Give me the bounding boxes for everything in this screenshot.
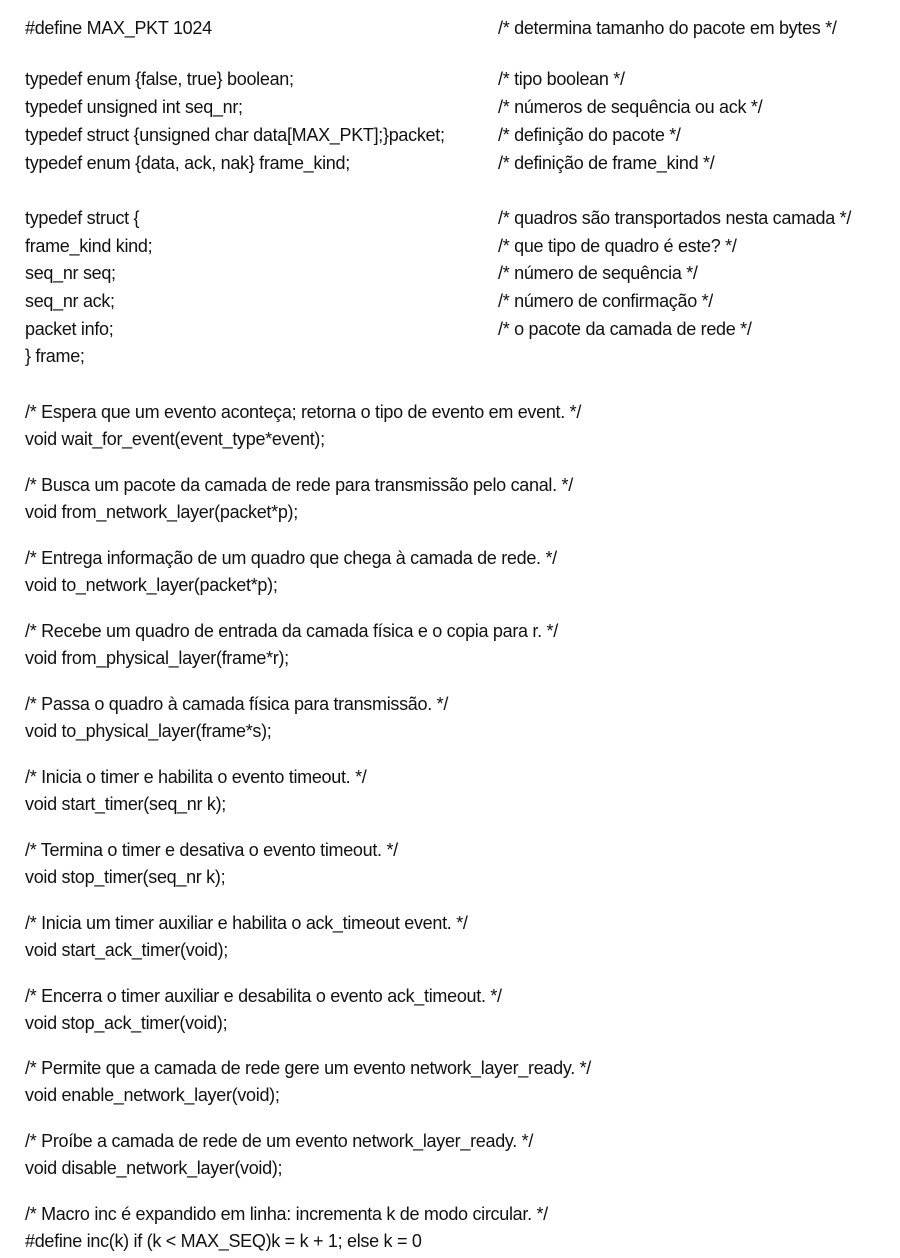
field-ack-comment: /* número de confirmação */ xyxy=(498,291,714,311)
function-comment: /* Busca um pacote da camada de rede para transmissão pelo canal. */ xyxy=(25,475,573,495)
typedef-boolean-comment: /* tipo boolean */ xyxy=(498,69,625,89)
function-comment: /* Inicia o timer e habilita o evento timeout. */ xyxy=(25,767,367,787)
define-max-pkt: #define MAX_PKT 1024 xyxy=(25,18,212,38)
function-prototype: void from_network_layer(packet*p); xyxy=(25,502,298,522)
function-comment: /* Espera que um evento aconteça; retorna o tipo de evento em event. */ xyxy=(25,402,582,422)
field-kind: frame_kind kind; xyxy=(25,236,153,256)
function-prototype: void from_physical_layer(frame*r); xyxy=(25,648,289,668)
function-comment: /* Encerra o timer auxiliar e desabilita o evento ack_timeout. */ xyxy=(25,986,502,1006)
define-max-pkt-comment: /* determina tamanho do pacote em bytes */ xyxy=(498,18,837,38)
field-seq-comment: /* número de sequência */ xyxy=(498,263,698,283)
function-prototype: void disable_network_layer(void); xyxy=(25,1158,283,1178)
function-prototype: void to_physical_layer(frame*s); xyxy=(25,721,272,741)
typedef-packet-comment: /* definição do pacote */ xyxy=(498,125,681,145)
function-prototype: void stop_timer(seq_nr k); xyxy=(25,867,226,887)
function-comment: /* Inicia um timer auxiliar e habilita o ack_timeout event. */ xyxy=(25,913,468,933)
field-kind-comment: /* que tipo de quadro é este? */ xyxy=(498,236,737,256)
macro-inc-define: #define inc(k) if (k < MAX_SEQ)k = k + 1; else k = 0 xyxy=(25,1231,422,1251)
function-prototype: void wait_for_event(event_type*event); xyxy=(25,429,325,449)
function-comment: /* Recebe um quadro de entrada da camada física e o copia para r. */ xyxy=(25,621,558,641)
macro-comment: /* Macro inc é expandido em linha: incrementa k de modo circular. */ xyxy=(25,1204,548,1224)
field-seq: seq_nr seq; xyxy=(25,263,116,283)
field-info-comment: /* o pacote da camada de rede */ xyxy=(498,319,752,339)
function-comment: /* Passa o quadro à camada física para transmissão. */ xyxy=(25,694,449,714)
field-ack: seq_nr ack; xyxy=(25,291,115,311)
struct-close: } frame; xyxy=(25,346,85,366)
struct-open: typedef struct { xyxy=(25,208,140,228)
field-info: packet info; xyxy=(25,319,114,339)
typedef-boolean: typedef enum {false, true} boolean; xyxy=(25,69,294,89)
function-prototype: void start_timer(seq_nr k); xyxy=(25,794,226,814)
typedef-packet: typedef struct {unsigned char data[MAX_PKT];}packet; xyxy=(25,125,445,145)
typedef-frame-kind-comment: /* definição de frame_kind */ xyxy=(498,153,715,173)
function-comment: /* Termina o timer e desativa o evento timeout. */ xyxy=(25,840,398,860)
function-prototype: void enable_network_layer(void); xyxy=(25,1085,280,1105)
typedef-seq-nr: typedef unsigned int seq_nr; xyxy=(25,97,243,117)
function-prototype: void to_network_layer(packet*p); xyxy=(25,575,278,595)
function-comment: /* Proíbe a camada de rede de um evento network_layer_ready. */ xyxy=(25,1131,534,1151)
function-comment: /* Permite que a camada de rede gere um evento network_layer_ready. */ xyxy=(25,1058,591,1078)
struct-open-comment: /* quadros são transportados nesta camada */ xyxy=(498,208,852,228)
typedef-frame-kind: typedef enum {data, ack, nak} frame_kind; xyxy=(25,153,350,173)
function-prototype: void stop_ack_timer(void); xyxy=(25,1013,228,1033)
typedef-seq-nr-comment: /* números de sequência ou ack */ xyxy=(498,97,763,117)
function-comment: /* Entrega informação de um quadro que chega à camada de rede. */ xyxy=(25,548,557,568)
function-prototype: void start_ack_timer(void); xyxy=(25,940,228,960)
